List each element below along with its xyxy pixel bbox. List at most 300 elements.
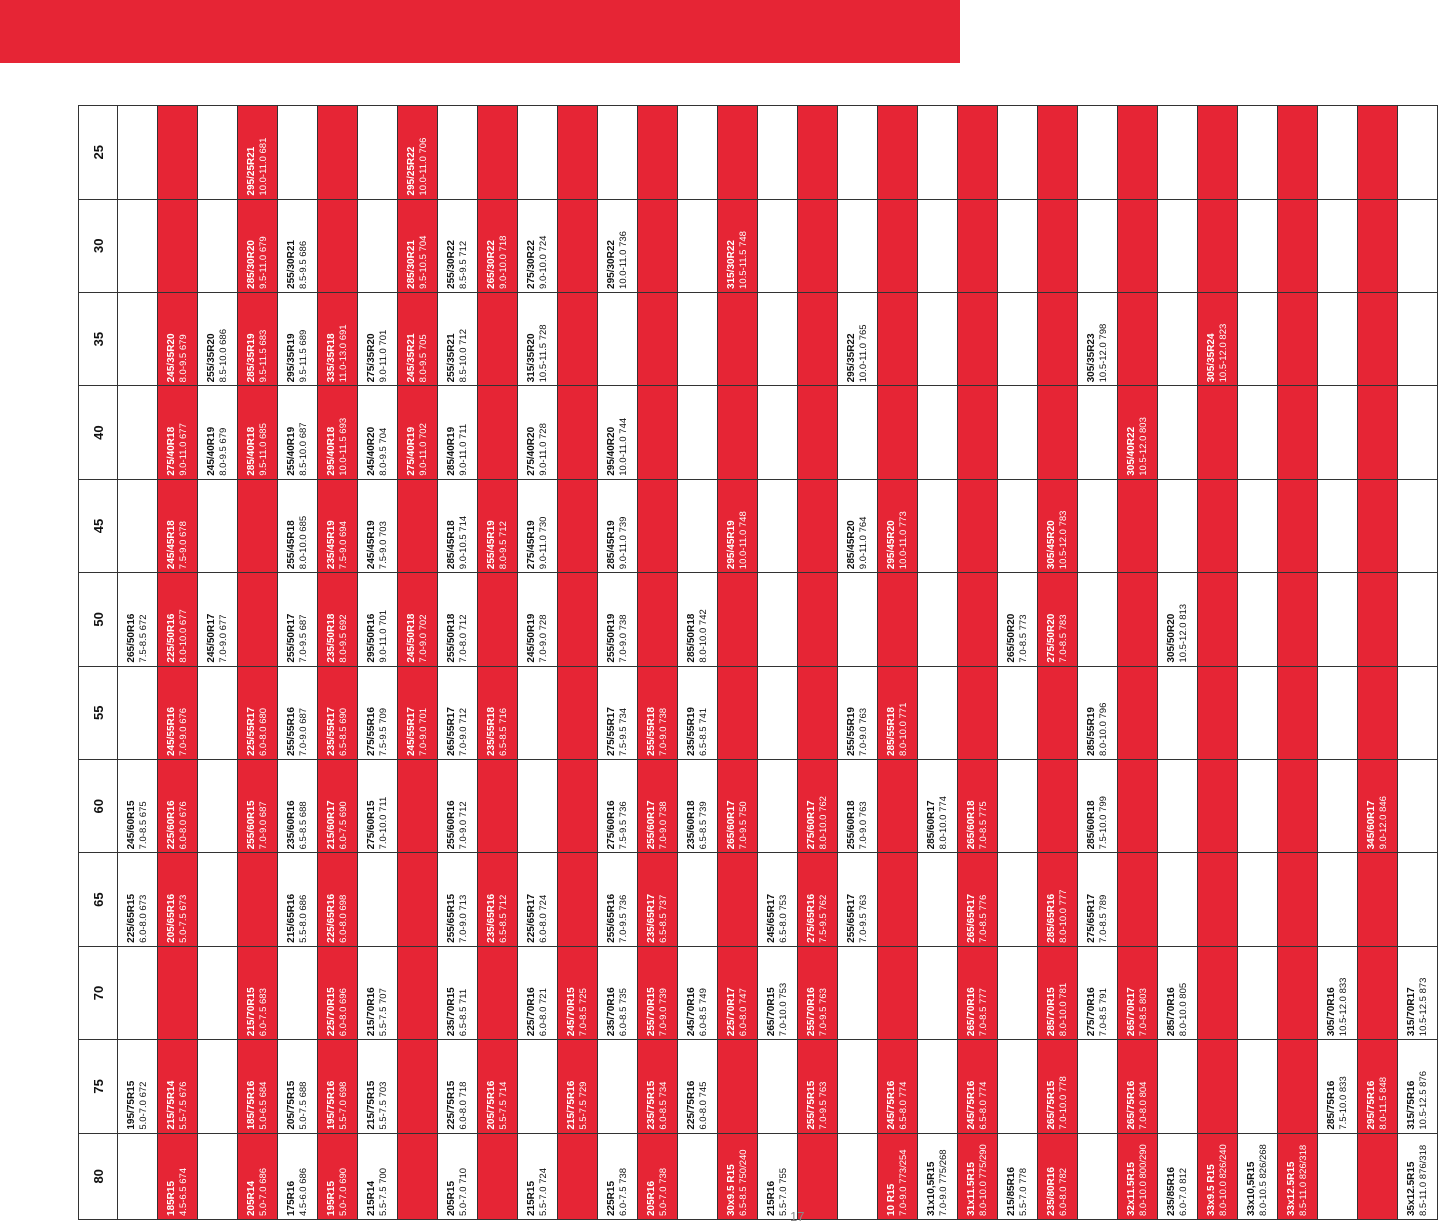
table-cell — [478, 946, 518, 1039]
table-cell — [118, 666, 158, 759]
rim-range-and-diameter: 7.5-10.0 833 — [1337, 1076, 1349, 1130]
rim-range-and-diameter: 5.0-7.0 672 — [137, 1081, 149, 1130]
tire-size: 245/55R17 — [405, 707, 417, 756]
table-cell — [1278, 666, 1318, 759]
rim-range-and-diameter: 5.5-7.5 676 — [177, 1081, 189, 1130]
table-cell — [1038, 573, 1078, 666]
rim-range-and-diameter: 8.5-11.0 876/318 — [1417, 1144, 1429, 1216]
column-header: 75 — [79, 1040, 118, 1133]
tire-size: 295/40R20 — [605, 426, 617, 476]
table-cell — [558, 479, 598, 572]
tire-size: 285/40R19 — [445, 426, 457, 476]
rim-range-and-diameter: 5.0-6.5 684 — [257, 1081, 269, 1130]
table-cell — [238, 292, 278, 385]
tire-size: 295/25R22 — [405, 146, 417, 196]
tire-size: 195/75R15 — [125, 1080, 137, 1130]
tire-size: 275/40R20 — [525, 426, 537, 476]
rim-range-and-diameter: 6.0-8.0 747 — [737, 988, 749, 1037]
tire-size: 275/65R17 — [1085, 893, 1097, 943]
table-cell — [1118, 573, 1158, 666]
table-cell — [318, 760, 358, 853]
table-row — [1398, 106, 1438, 1220]
table-cell — [198, 1040, 238, 1133]
table-cell — [198, 853, 238, 946]
table-cell — [118, 199, 158, 292]
table-cell — [1158, 106, 1198, 200]
table-cell — [1198, 666, 1238, 759]
table-cell — [1398, 479, 1438, 572]
table-cell — [158, 479, 198, 572]
table-cell — [1358, 386, 1398, 479]
table-cell — [1398, 760, 1438, 853]
table-row — [1118, 106, 1158, 1220]
table-cell — [278, 1040, 318, 1133]
table-cell — [438, 760, 478, 853]
rim-range-and-diameter: 9.0-11.0 730 — [537, 516, 549, 570]
table-cell — [1238, 106, 1278, 200]
table-cell — [398, 1133, 438, 1219]
rim-range-and-diameter: 5.0-7.5 688 — [297, 1081, 309, 1130]
table-cell — [1158, 1133, 1198, 1219]
rim-range-and-diameter: 10.5-12.0 783 — [1057, 510, 1069, 570]
table-cell — [158, 760, 198, 853]
tire-size: 205/65R16 — [165, 893, 177, 943]
table-cell — [198, 106, 238, 200]
tire-size: 255/65R17 — [845, 893, 857, 943]
rim-range-and-diameter: 8.0-10.0 677 — [177, 609, 189, 663]
table-cell — [1118, 106, 1158, 200]
table-cell — [678, 106, 718, 200]
table-cell — [638, 946, 678, 1039]
table-cell — [1038, 1133, 1078, 1219]
table-cell — [1358, 946, 1398, 1039]
rim-range-and-diameter: 10.5-12.0 823 — [1217, 323, 1229, 383]
tire-size: 32x11.5R15 — [1125, 1162, 1137, 1216]
table-cell — [1358, 292, 1398, 385]
tire-size: 285/55R18 — [885, 707, 897, 756]
table-cell — [638, 1133, 678, 1219]
tire-size: 225/75R15 — [445, 1080, 457, 1130]
tire-size: 10 R15 — [885, 1183, 897, 1216]
table-cell — [718, 1040, 758, 1133]
tire-size: 265/60R17 — [725, 800, 737, 850]
table-cell — [758, 760, 798, 853]
table-cell — [278, 573, 318, 666]
table-cell — [1158, 479, 1198, 572]
table-cell — [1318, 573, 1358, 666]
table-cell — [958, 386, 998, 479]
rim-range-and-diameter: 7.0-9.5 763 — [857, 894, 869, 943]
tire-size: 35x12.5R15 — [1405, 1161, 1417, 1216]
table-cell — [478, 573, 518, 666]
table-cell — [1198, 292, 1238, 385]
table-cell — [678, 1040, 718, 1133]
table-cell — [1198, 1040, 1238, 1133]
table-cell — [318, 666, 358, 759]
table-cell — [878, 946, 918, 1039]
table-cell — [638, 479, 678, 572]
table-cell — [1078, 106, 1118, 200]
table-cell — [1198, 853, 1238, 946]
table-cell — [918, 666, 958, 759]
table-cell — [838, 1133, 878, 1219]
table-cell — [318, 853, 358, 946]
table-cell — [398, 573, 438, 666]
rim-range-and-diameter: 8.0-10.0 771 — [897, 702, 909, 756]
table-cell — [598, 666, 638, 759]
table-cell — [478, 1040, 518, 1133]
tire-size: 235/55R17 — [325, 707, 337, 756]
rim-range-and-diameter: 7.0-9.5 687 — [297, 614, 309, 663]
table-cell — [1038, 386, 1078, 479]
tire-size: 285/75R16 — [1325, 1080, 1337, 1130]
rim-range-and-diameter: 6.0-8.0 718 — [457, 1081, 469, 1130]
rim-range-and-diameter: 8.0-9.5 705 — [417, 334, 429, 383]
table-cell — [518, 946, 558, 1039]
table-cell — [1118, 386, 1158, 479]
table-cell — [198, 479, 238, 572]
table-cell — [158, 199, 198, 292]
table-cell — [598, 106, 638, 200]
table-cell — [918, 760, 958, 853]
rim-range-and-diameter: 8.0-10.5 826/268 — [1257, 1144, 1269, 1216]
table-cell — [558, 946, 598, 1039]
table-cell — [1198, 479, 1238, 572]
rim-range-and-diameter: 5.5-7.0 778 — [1017, 1167, 1029, 1216]
table-cell — [758, 106, 798, 200]
rim-range-and-diameter: 6.5-8.5 712 — [497, 894, 509, 943]
table-cell — [478, 292, 518, 385]
table-cell — [198, 386, 238, 479]
table-cell — [878, 853, 918, 946]
table-cell — [118, 1133, 158, 1219]
table-cell — [1078, 666, 1118, 759]
rim-range-and-diameter: 6.0-7.0 812 — [1177, 1167, 1189, 1216]
table-cell — [718, 479, 758, 572]
table-cell — [838, 853, 878, 946]
table-cell — [398, 666, 438, 759]
rim-range-and-diameter: 9.0-11.0 764 — [857, 516, 869, 570]
table-cell — [318, 386, 358, 479]
tire-size: 215/75R16 — [565, 1080, 577, 1130]
tire-size: 215/60R17 — [325, 800, 337, 850]
table-cell — [1278, 1040, 1318, 1133]
tire-size: 315/70R17 — [1405, 987, 1417, 1037]
table-cell — [1278, 106, 1318, 200]
table-row — [918, 106, 958, 1220]
table-cell — [878, 573, 918, 666]
table-cell — [958, 479, 998, 572]
rim-range-and-diameter: 5.5-7.5 707 — [377, 988, 389, 1037]
table-row — [758, 106, 798, 1220]
table-cell — [238, 1133, 278, 1219]
tire-size: 235/65R16 — [485, 893, 497, 943]
table-cell — [518, 666, 558, 759]
tire-size: 235/60R18 — [685, 800, 697, 850]
table-cell — [158, 853, 198, 946]
table-cell — [238, 946, 278, 1039]
rim-range-and-diameter: 6.0-8.0 721 — [537, 988, 549, 1037]
tire-size: 265/75R16 — [1125, 1080, 1137, 1130]
tire-size: 195R15 — [325, 1180, 337, 1216]
table-cell — [1278, 946, 1318, 1039]
rim-range-and-diameter: 6.0-8.0 676 — [177, 801, 189, 850]
rim-range-and-diameter: 6.0-8.0 696 — [337, 988, 349, 1037]
table-cell — [1278, 853, 1318, 946]
table-cell — [838, 666, 878, 759]
rim-range-and-diameter: 7.0-9.0 712 — [457, 801, 469, 850]
table-cell — [1398, 946, 1438, 1039]
tire-size: 31x10,5R15 — [925, 1161, 937, 1216]
table-cell — [1078, 1133, 1118, 1219]
tire-size: 295/35R22 — [845, 333, 857, 383]
table-cell — [358, 853, 398, 946]
rim-range-and-diameter: 9.5-11.5 689 — [297, 329, 309, 383]
tire-size: 295/25R21 — [245, 146, 257, 196]
table-cell — [838, 1040, 878, 1133]
rim-range-and-diameter: 7.0-8.5 675 — [137, 801, 149, 850]
tire-size: 265/50R20 — [1005, 613, 1017, 663]
tire-size: 255/35R20 — [205, 333, 217, 383]
table-cell — [798, 1133, 838, 1219]
tire-size: 265/55R17 — [445, 707, 457, 756]
table-row — [1078, 106, 1118, 1220]
table-cell — [758, 386, 798, 479]
table-cell — [278, 199, 318, 292]
rim-range-and-diameter: 6.5-8.5 737 — [657, 894, 669, 943]
table-cell — [398, 479, 438, 572]
table-cell — [438, 573, 478, 666]
rim-range-and-diameter: 7.0-9.0 739 — [657, 988, 669, 1037]
table-cell — [1078, 479, 1118, 572]
table-cell — [1398, 853, 1438, 946]
table-cell — [518, 853, 558, 946]
tire-size: 265/30R22 — [485, 240, 497, 289]
rim-range-and-diameter: 7.0-9.0 738 — [657, 801, 669, 850]
tire-size: 305/70R16 — [1325, 987, 1337, 1037]
rim-range-and-diameter: 9.0-11.0 728 — [537, 423, 549, 476]
table-cell — [518, 1040, 558, 1133]
table-cell — [998, 292, 1038, 385]
table-cell — [1358, 760, 1398, 853]
rim-range-and-diameter: 10.5-11.5 748 — [737, 231, 749, 289]
table-row — [878, 106, 918, 1220]
table-cell — [838, 760, 878, 853]
table-cell — [798, 760, 838, 853]
rim-range-and-diameter: 8.0-10.0 826/240 — [1217, 1144, 1229, 1216]
tire-size: 215/65R16 — [285, 893, 297, 943]
table-cell — [1238, 853, 1278, 946]
tire-size: 225/65R15 — [125, 893, 137, 943]
table-cell — [478, 199, 518, 292]
rim-range-and-diameter: 8.0-9.5 679 — [217, 427, 229, 476]
table-cell — [238, 1040, 278, 1133]
table-cell — [478, 853, 518, 946]
table-cell — [638, 666, 678, 759]
tire-size: 225/50R16 — [165, 613, 177, 663]
table-cell — [598, 292, 638, 385]
rim-range-and-diameter: 7.5-9.5 762 — [817, 894, 829, 943]
table-cell — [1038, 199, 1078, 292]
tire-size: 305/35R23 — [1085, 333, 1097, 383]
table-cell — [758, 573, 798, 666]
tire-size: 265/70R15 — [765, 987, 777, 1037]
table-cell — [878, 292, 918, 385]
table-cell — [358, 1040, 398, 1133]
table-cell — [638, 106, 678, 200]
rim-range-and-diameter: 7.0-8.5 791 — [1097, 988, 1109, 1037]
rim-range-and-diameter: 5.5-7.5 703 — [377, 1081, 389, 1130]
table-cell — [1118, 666, 1158, 759]
table-cell — [1318, 666, 1358, 759]
rim-range-and-diameter: 7.0-9.0 738 — [617, 614, 629, 663]
table-cell — [918, 292, 958, 385]
table-cell — [1118, 479, 1158, 572]
table-cell — [118, 853, 158, 946]
table-cell — [1238, 1133, 1278, 1219]
table-cell — [918, 946, 958, 1039]
table-cell — [158, 292, 198, 385]
table-cell — [918, 853, 958, 946]
table-cell — [358, 292, 398, 385]
table-cell — [638, 573, 678, 666]
rim-range-and-diameter: 8.0-10.0 777 — [1057, 889, 1069, 943]
rim-range-and-diameter: 6.0-8.0 680 — [257, 707, 269, 756]
table-cell — [878, 760, 918, 853]
table-cell — [718, 853, 758, 946]
table-cell — [678, 479, 718, 572]
table-cell — [758, 292, 798, 385]
table-cell — [1318, 292, 1358, 385]
rim-range-and-diameter: 5.5-7.5 729 — [577, 1081, 589, 1130]
tire-size: 205/75R16 — [485, 1080, 497, 1130]
table-cell — [238, 479, 278, 572]
tire-size: 245/50R19 — [525, 613, 537, 663]
rim-range-and-diameter: 7.0-9.0 738 — [657, 707, 669, 756]
tire-size: 245/50R17 — [205, 613, 217, 663]
column-header: 30 — [79, 199, 118, 292]
table-cell — [158, 1040, 198, 1133]
table-cell — [358, 1133, 398, 1219]
table-cell — [1198, 760, 1238, 853]
table-cell — [438, 199, 478, 292]
table-cell — [1078, 573, 1118, 666]
tire-size: 255/70R16 — [805, 987, 817, 1037]
table-cell — [238, 386, 278, 479]
table-cell — [278, 853, 318, 946]
tire-size: 235/75R15 — [645, 1080, 657, 1130]
table-cell — [1398, 199, 1438, 292]
rim-range-and-diameter: 9.5-11.0 685 — [257, 423, 269, 476]
rim-range-and-diameter: 7.0-8.5 776 — [977, 894, 989, 943]
tire-size: 255/65R15 — [445, 893, 457, 943]
column-header: 25 — [79, 106, 118, 200]
table-cell — [918, 573, 958, 666]
table-cell — [1118, 946, 1158, 1039]
tire-size: 205R15 — [445, 1180, 457, 1216]
table-cell — [958, 1040, 998, 1133]
table-cell — [1318, 1040, 1358, 1133]
table-cell — [998, 760, 1038, 853]
table-cell — [478, 106, 518, 200]
rim-range-and-diameter: 5.5-7.0 724 — [537, 1167, 549, 1216]
table-cell — [558, 106, 598, 200]
rim-range-and-diameter: 7.0-9.0 687 — [257, 801, 269, 850]
rim-range-and-diameter: 5.5-7.0 755 — [777, 1167, 789, 1216]
rim-range-and-diameter: 7.0-9.0 763 — [857, 801, 869, 850]
tire-size: 285/45R19 — [605, 520, 617, 570]
table-cell — [1158, 573, 1198, 666]
page-number: 17 — [790, 1209, 805, 1224]
rim-range-and-diameter: 10.0-11.5 693 — [337, 417, 349, 476]
rim-range-and-diameter: 7.0-8.5 777 — [977, 988, 989, 1037]
rim-range-and-diameter: 7.5-9.5 709 — [377, 707, 389, 756]
rim-range-and-diameter: 7.0-9.5 736 — [617, 894, 629, 943]
rim-range-and-diameter: 10.0-11.0 706 — [417, 137, 429, 196]
tire-size: 285/50R18 — [685, 613, 697, 663]
table-cell — [958, 1133, 998, 1219]
table-cell — [958, 292, 998, 385]
tire-size: 245/45R19 — [365, 520, 377, 570]
rim-range-and-diameter: 7.0-8.0 804 — [1137, 1081, 1149, 1130]
table-cell — [718, 946, 758, 1039]
table-cell — [758, 666, 798, 759]
table-cell — [1038, 479, 1078, 572]
table-cell — [278, 386, 318, 479]
tire-size: 185/75R16 — [245, 1080, 257, 1130]
table-cell — [998, 386, 1038, 479]
table-row — [798, 106, 838, 1220]
table-cell — [158, 386, 198, 479]
tire-size: 255/50R18 — [445, 613, 457, 663]
table-cell — [558, 386, 598, 479]
table-cell — [798, 106, 838, 200]
table-cell — [838, 386, 878, 479]
table-cell — [678, 573, 718, 666]
table-cell — [1318, 386, 1358, 479]
tire-size: 175R16 — [285, 1180, 297, 1216]
rim-range-and-diameter: 7.0-8.5 773 — [1017, 614, 1029, 663]
tire-size: 245/35R20 — [165, 333, 177, 383]
table-cell — [798, 199, 838, 292]
tire-size: 225/70R17 — [725, 987, 737, 1037]
tire-size: 295/50R16 — [365, 613, 377, 663]
tire-size: 235/70R16 — [605, 987, 617, 1037]
table-cell — [678, 946, 718, 1039]
rim-range-and-diameter: 8.0-10.0 742 — [697, 609, 709, 663]
tire-size: 315/35R20 — [525, 333, 537, 383]
rim-range-and-diameter: 7.0-9.0 713 — [457, 894, 469, 943]
table-cell — [798, 479, 838, 572]
rim-range-and-diameter: 9.0-11.0 702 — [417, 423, 429, 476]
table-cell — [278, 479, 318, 572]
table-cell — [1238, 946, 1278, 1039]
tire-size: 255/70R15 — [645, 987, 657, 1037]
table-cell — [318, 292, 358, 385]
tire-size: 255/75R15 — [805, 1080, 817, 1130]
table-cell — [598, 386, 638, 479]
table-cell — [1158, 199, 1198, 292]
table-cell — [1358, 573, 1398, 666]
table-row — [318, 106, 358, 1220]
tire-size: 225/55R17 — [245, 707, 257, 756]
tire-size: 285/60R18 — [1085, 800, 1097, 850]
table-cell — [1118, 199, 1158, 292]
table-cell — [558, 1133, 598, 1219]
rim-range-and-diameter: 10.0-11.0 744 — [617, 417, 629, 476]
table-cell — [958, 760, 998, 853]
table-cell — [398, 760, 438, 853]
